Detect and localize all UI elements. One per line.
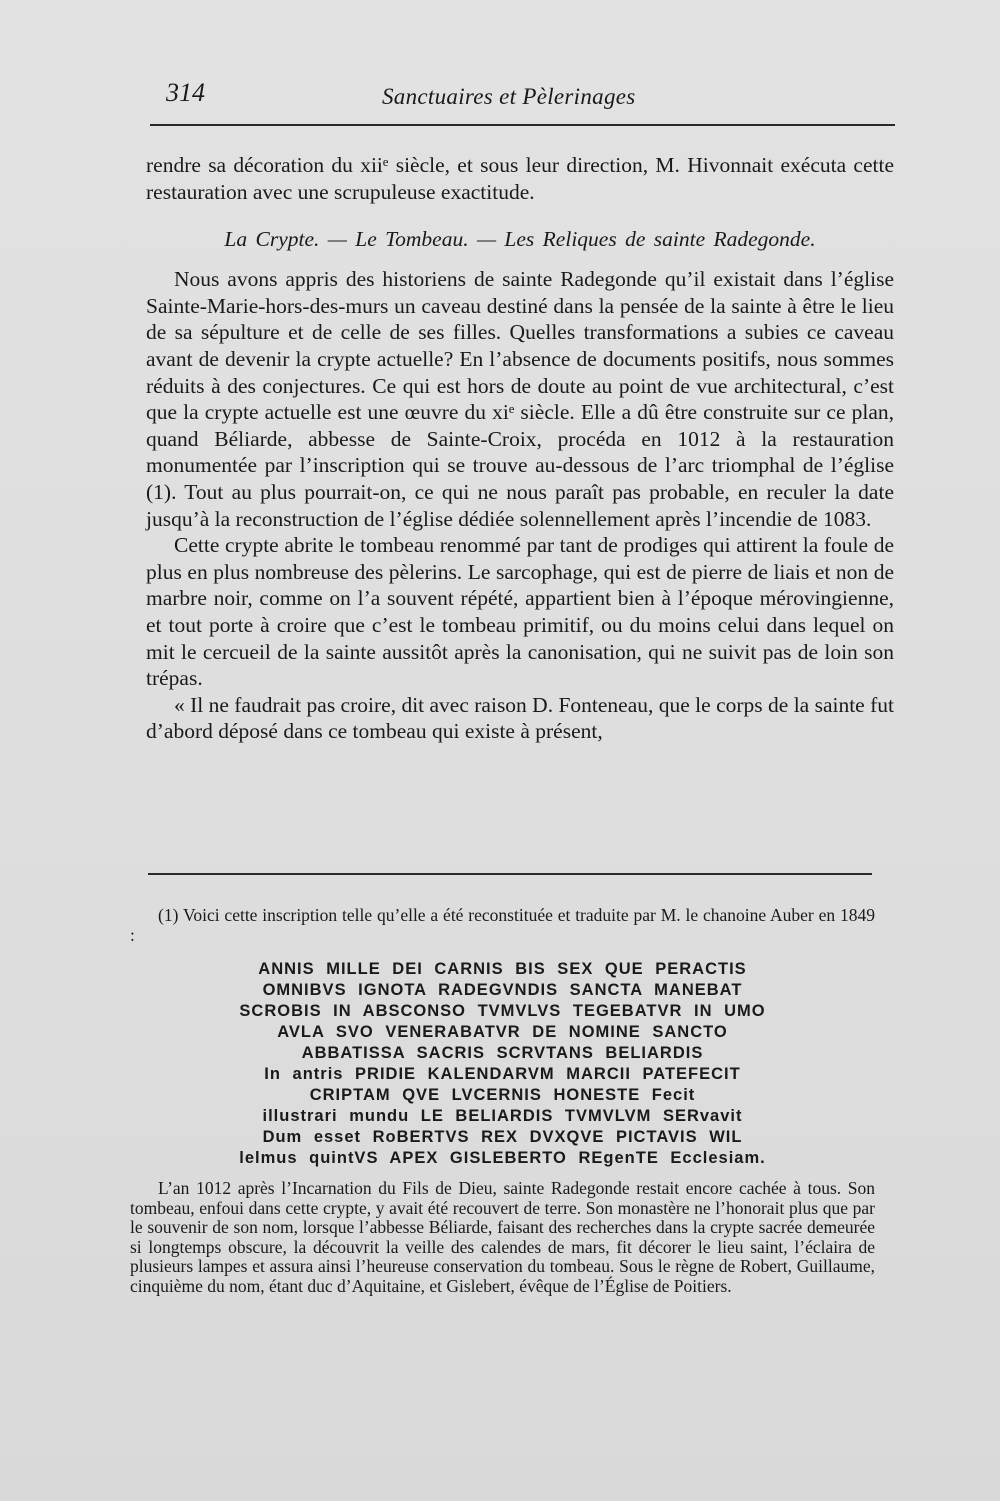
inscription-line: SCROBIS IN ABSCONSO TVMVLVS TEGEBATVR IN UMO: [239, 1002, 766, 1020]
inscription-translation: L’an 1012 après l’Incarnation du Fils de Dieu, sainte Radegonde restait encore cachée à tous. Son tombeau, enfoui dans cette crypte, y avait été recouvert de terre. Son monastère ne l’honorait plus que par le souvenir de son nom, lorsque l’abbesse Béliarde, faisant des recherches dans la crypte sacrée demeurée si longtemps obscure, la découvrit la veille des calendes de mars, fit décorer le lieu saint, l’éclaira de plusieurs lampes et assura ainsi l’heureuse conservation du tombeau. Sous le règne de Robert, Guillaume, cinquième du nom, étant duc d’Aquitaine, et Gislebert, évêque de l’Église de Poitiers.: [130, 1178, 875, 1296]
inscription-line: ABBATISSA SACRIS SCRVTANS BELIARDIS: [301, 1044, 704, 1062]
paragraph-crypt-history: Nous avons appris des historiens de sainte Radegonde qu’il existait dans l’église Sainte-Marie-hors-des-murs un caveau destiné dans la pensée de la sainte à être le lieu de sa sépulture et de celle de ses filles. Quelles transformations a subies ce caveau avant de devenir la crypte actuelle? En l’absence de documents positifs, nous sommes réduits à des conjectures. Ce qui est hors de doute au point de vue architectural, c’est que la crypte actuelle est une œuvre du xiᵉ siècle. Elle a dû être construite sur ce plan, quand Béliarde, abbesse de Sainte-Croix, procéda en 1012 à la restauration monumentée par l’inscription qui se trouve au-dessous de l’arc triomphal de l’église (1). Tout au plus pourrait-on, ce qui ne nous paraît pas probable, en reculer la date jusqu’à la reconstruction de l’église dédiée solennellement après l’incendie de 1083.: [146, 267, 894, 531]
main-text: [146, 152, 894, 745]
inscription-line: Dum esset RoBERTVS REX DVXQVE PICTAVIS WIL: [262, 1128, 743, 1146]
header-rule: [150, 124, 895, 126]
footnote-intro: (1) Voici cette inscription telle qu’elle a été reconstituée et traduite par M. le chanoine Auber en 1849 :: [130, 905, 875, 945]
paragraph-tomb: Cette crypte abrite le tombeau renommé par tant de prodiges qui attirent la foule de plus en plus nombreuse des pèlerins. Le sarcophage, qui est de pierre de liais et non de marbre noir, comme on l’a souvent répété, appartient bien à l’époque mérovingienne, et tout porte à croire que c’est le tombeau primitif, ou du moins celui dans lequel on mit le cercueil de la sainte aussitôt après la canonisation, qui ne suivit pas de loin son trépas.: [146, 533, 894, 691]
running-title: Sanctuaires et Pèlerinages: [382, 84, 636, 109]
inscription-line: OMNIBVS IGNOTA RADEGVNDIS SANCTA MANEBAT: [262, 981, 743, 999]
paragraph-fonteneau-quote: « Il ne faudrait pas croire, dit avec raison D. Fonteneau, que le corps de la sainte fut d’abord déposé dans ce tombeau qui existe à présent,: [146, 692, 894, 744]
section-title: La Crypte. — Le Tombeau. — Les Reliques de sainte Radegonde.: [224, 227, 816, 252]
page-number: 314: [166, 78, 205, 107]
inscription-line: In antris PRIDIE KALENDARVM MARCII PATEFECIT: [264, 1065, 741, 1083]
footnote-rule: [148, 873, 872, 875]
inscription-line: ANNIS MILLE DEI CARNIS BIS SEX QUE PERACTIS: [258, 960, 747, 978]
paragraph-continuation: rendre sa décoration du xiiᵉ siècle, et sous leur direction, M. Hivonnait exécuta cette restauration avec une scrupuleuse exactitude.: [146, 153, 894, 204]
footnote: [130, 905, 875, 1297]
inscription-line: illustrari mundu LE BELIARDIS TVMVLVM SERvavit: [262, 1107, 743, 1125]
inscription: [130, 959, 875, 1169]
page-header: [150, 70, 895, 130]
inscription-line: AVLA SVO VENERABATVR DE NOMINE SANCTO: [277, 1023, 728, 1041]
inscription-line: CRIPTAM QVE LVCERNIS HONESTE Fecit: [309, 1086, 696, 1104]
inscription-line: lelmus quintVS APEX GISLEBERTO REgenTE Ecclesiam.: [239, 1149, 766, 1167]
